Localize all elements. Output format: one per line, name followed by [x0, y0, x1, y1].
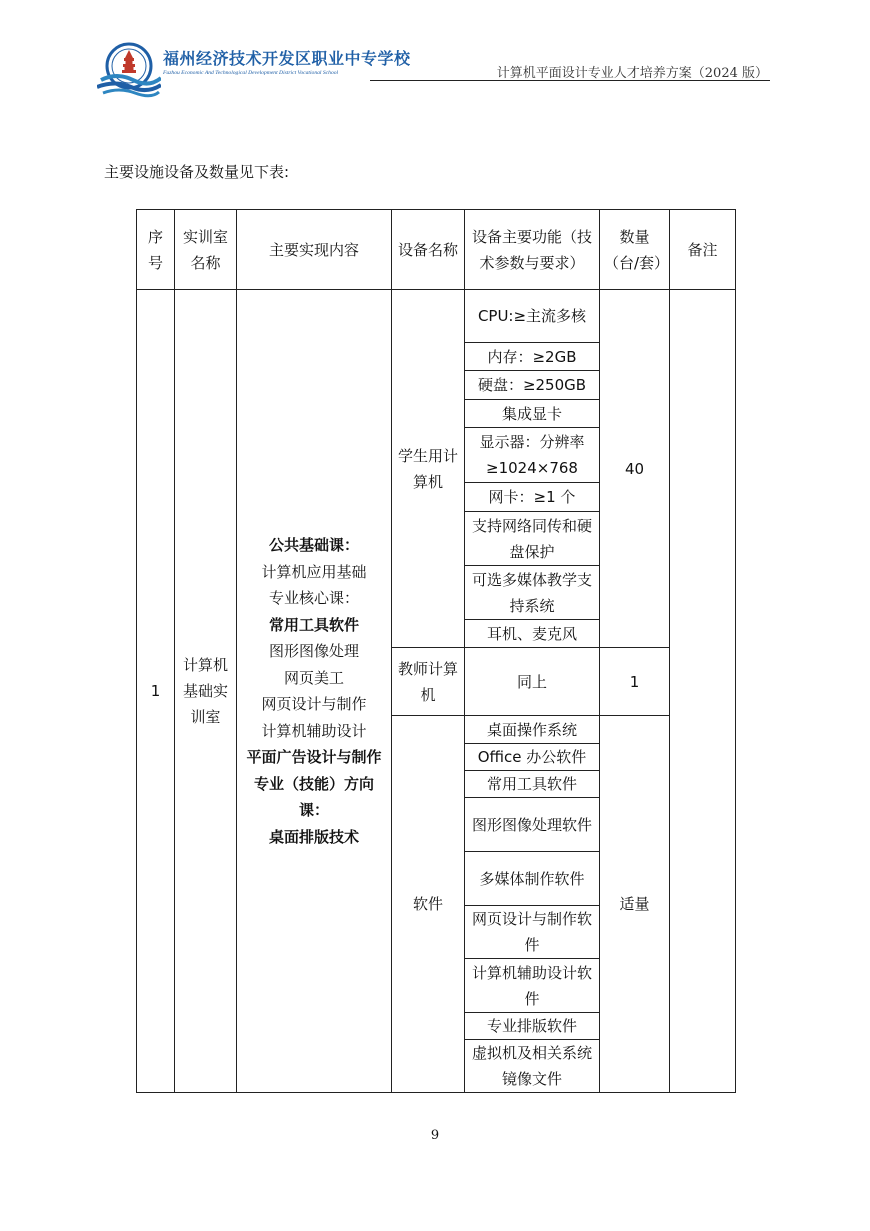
cell-function: CPU:≥主流多核: [465, 290, 600, 343]
page-number: 9: [430, 1128, 440, 1143]
col-header-content: 主要实现内容: [237, 210, 392, 290]
cell-quantity: 1: [600, 648, 670, 716]
cell-function: 专业排版软件: [465, 1013, 600, 1040]
cell-quantity: 40: [600, 290, 670, 648]
cell-function: 虚拟机及相关系统镜像文件: [465, 1040, 600, 1093]
cell-function: 显示器：分辨率≥1024×768: [465, 428, 600, 483]
cell-function: 网页设计与制作软件: [465, 906, 600, 959]
cell-function: 网卡：≥1 个: [465, 483, 600, 512]
page-header: [0, 0, 870, 110]
content-line: 公共基础课：: [268, 536, 359, 554]
cell-device-name: 软件: [392, 716, 465, 1093]
facility-table: [136, 209, 736, 1093]
school-name-en: Fuzhou Economic And Technological Development District Vocational School: [163, 70, 339, 76]
col-header-no: 序号: [137, 210, 175, 290]
content-line: 图形图像处理: [268, 642, 359, 660]
document-title: 计算机平面设计专业人才培养方案（2024 版）: [496, 66, 768, 81]
cell-row-no: 1: [137, 290, 175, 1093]
cell-function: Office 办公软件: [465, 744, 600, 771]
content-line: 专业核心课：: [268, 589, 359, 607]
cell-function: 图形图像处理软件: [465, 798, 600, 852]
col-header-quantity: 数量（台/套）: [600, 210, 670, 290]
header-divider: [370, 80, 770, 81]
content-line: 计算机辅助设计: [261, 721, 367, 740]
col-header-room: 实训室名称: [175, 210, 237, 290]
intro-text: 主要设施设备及数量见下表:: [104, 163, 290, 181]
content-line: 桌面排版技术: [268, 827, 359, 846]
cell-function: 同上: [465, 648, 600, 716]
col-header-function: 设备主要功能（技术参数与要求）: [465, 210, 600, 290]
cell-function: 多媒体制作软件: [465, 852, 600, 906]
cell-function: 桌面操作系统: [465, 716, 600, 744]
table-row: [137, 290, 736, 343]
content-line: 计算机应用基础: [261, 562, 367, 581]
content-line: 常用工具软件: [268, 615, 359, 634]
cell-quantity: 适量: [600, 716, 670, 1093]
table-header-row: [137, 210, 736, 290]
cell-function: 集成显卡: [465, 400, 600, 428]
cell-device-name: 学生用计算机: [392, 290, 465, 648]
school-name: 福州经济技术开发区职业中专学校: [163, 49, 411, 68]
cell-function: 内存：≥2GB: [465, 343, 600, 371]
cell-main-content: [237, 290, 392, 1093]
cell-function: 硬盘：≥250GB: [465, 371, 600, 400]
cell-function: 可选多媒体教学支持系统: [465, 566, 600, 620]
cell-device-name: 教师计算机: [392, 648, 465, 716]
cell-function: 计算机辅助设计软件: [465, 959, 600, 1013]
content-line: 网页设计与制作: [261, 695, 367, 713]
content-line: 网页美工: [283, 668, 344, 687]
col-header-note: 备注: [670, 210, 736, 290]
col-header-device: 设备名称: [392, 210, 465, 290]
cell-note: [670, 290, 736, 1093]
cell-function: 常用工具软件: [465, 771, 600, 798]
cell-room-name: 计算机基础实训室: [175, 290, 237, 1093]
cell-function: 支持网络同传和硬盘保护: [465, 512, 600, 566]
school-emblem-icon: [97, 40, 161, 98]
cell-function: 耳机、麦克风: [465, 620, 600, 648]
content-line: 平面广告设计与制作专业（技能）方向课：: [246, 748, 382, 819]
